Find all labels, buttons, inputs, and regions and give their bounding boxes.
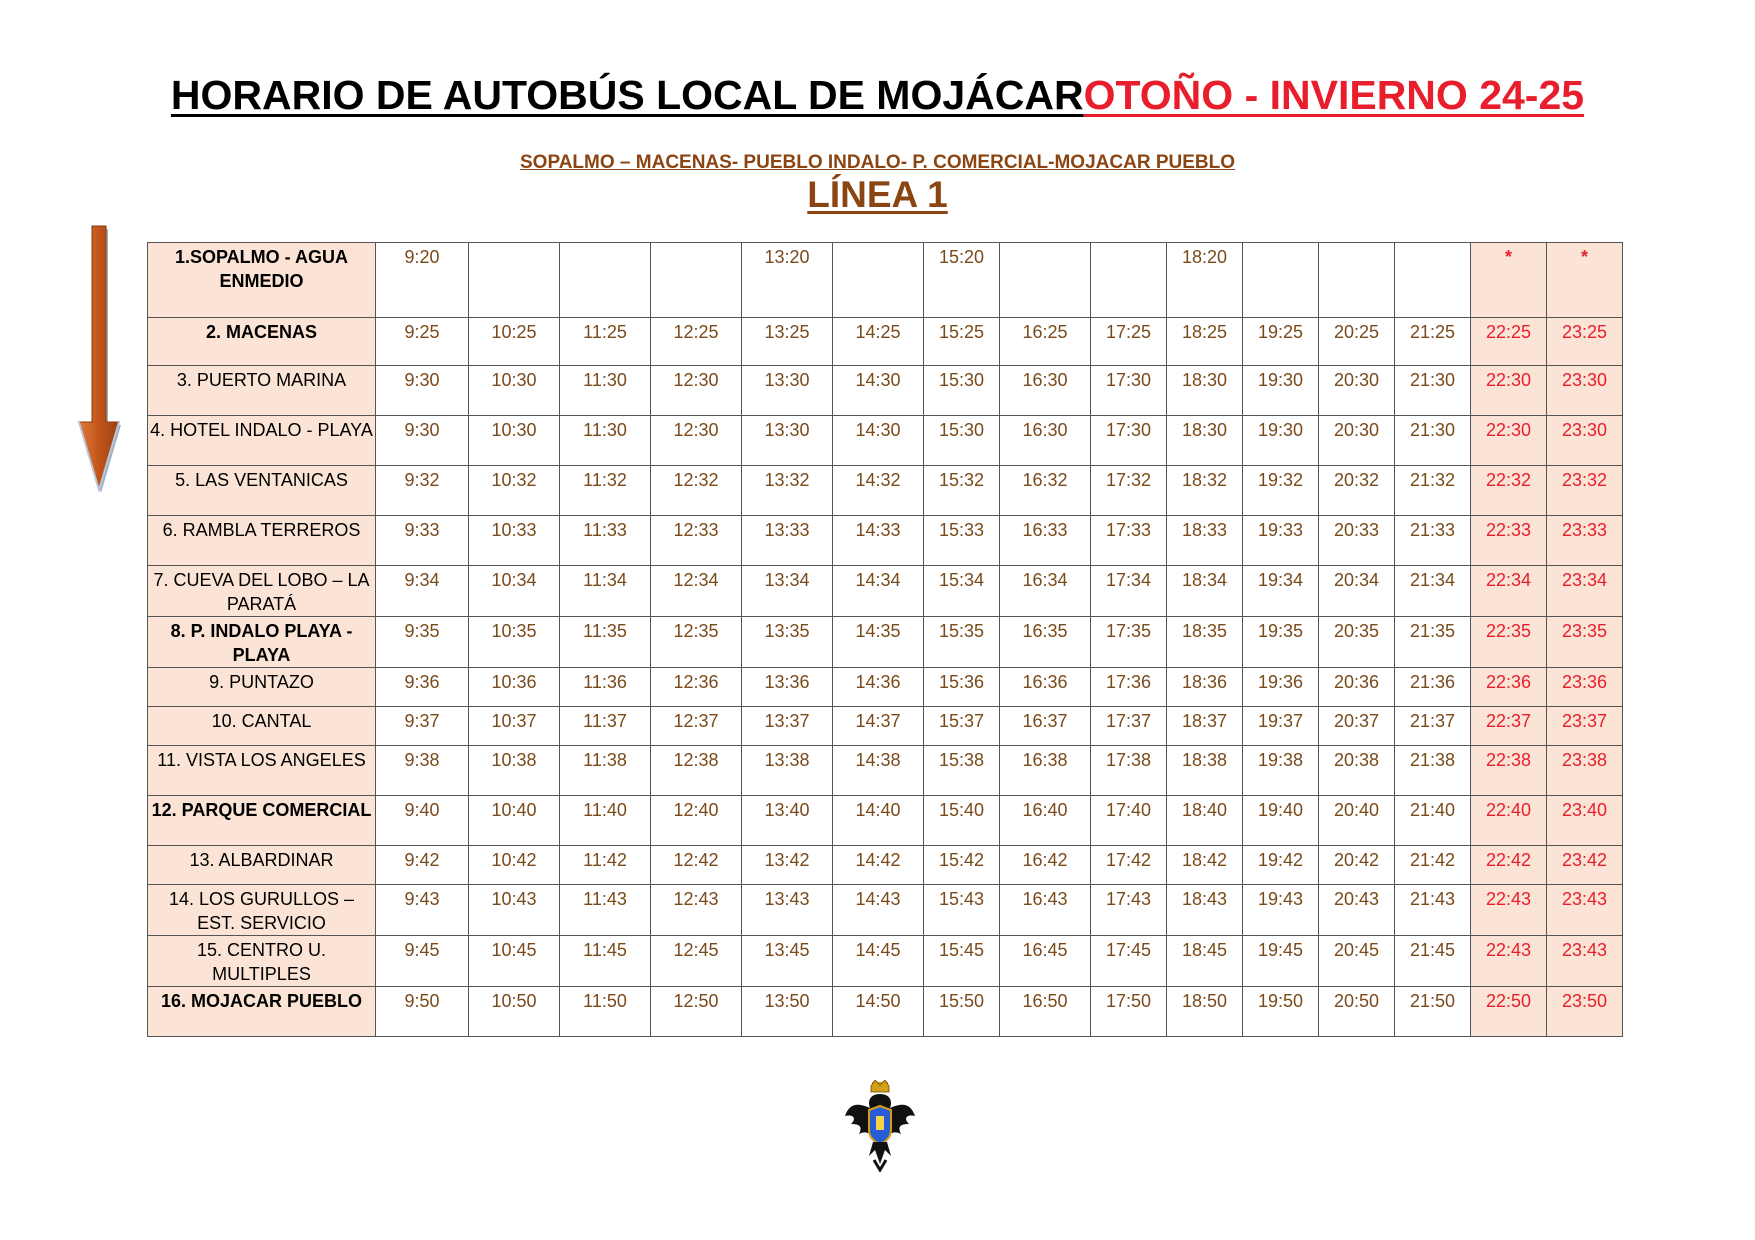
departure-time: 22:35 (1471, 617, 1547, 668)
departure-time: 10:32 (469, 466, 560, 516)
departure-time: 17:38 (1091, 746, 1167, 796)
departure-time: 13:35 (742, 617, 833, 668)
route-description: SOPALMO – MACENAS- PUEBLO INDALO- P. COMERCIAL-MOJACAR PUEBLO (520, 152, 1235, 173)
departure-time: 20:42 (1319, 846, 1395, 885)
departure-time: 9:42 (376, 846, 469, 885)
stop-name: 12. PARQUE COMERCIAL (148, 796, 376, 846)
departure-time: 12:30 (651, 366, 742, 416)
departure-time: 17:35 (1091, 617, 1167, 668)
down-arrow-icon (73, 224, 123, 492)
departure-time: 9:33 (376, 516, 469, 566)
departure-time: 18:40 (1167, 796, 1243, 846)
departure-time: 17:37 (1091, 707, 1167, 746)
departure-time: 9:45 (376, 936, 469, 987)
departure-time: 21:25 (1395, 318, 1471, 366)
departure-time: 9:40 (376, 796, 469, 846)
departure-time: 10:43 (469, 885, 560, 936)
table-row (148, 318, 1623, 366)
departure-time: 11:42 (560, 846, 651, 885)
departure-time: 10:40 (469, 796, 560, 846)
departure-time: 21:33 (1395, 516, 1471, 566)
departure-time: 18:30 (1167, 416, 1243, 466)
departure-time: 18:38 (1167, 746, 1243, 796)
departure-time: 23:38 (1547, 746, 1623, 796)
departure-time: 11:34 (560, 566, 651, 617)
departure-time: 21:43 (1395, 885, 1471, 936)
departure-time: 23:42 (1547, 846, 1623, 885)
table-row (148, 243, 1623, 318)
departure-time: 17:25 (1091, 318, 1167, 366)
departure-time: 22:30 (1471, 366, 1547, 416)
departure-time (833, 243, 924, 318)
departure-time: 19:50 (1243, 987, 1319, 1037)
departure-time: 14:36 (833, 668, 924, 707)
departure-time: 23:50 (1547, 987, 1623, 1037)
departure-time: 14:38 (833, 746, 924, 796)
departure-time: 22:37 (1471, 707, 1547, 746)
departure-time: 13:25 (742, 318, 833, 366)
departure-time: 23:30 (1547, 366, 1623, 416)
departure-time: 23:36 (1547, 668, 1623, 707)
stop-name: 9. PUNTAZO (148, 668, 376, 707)
departure-time: 14:30 (833, 366, 924, 416)
departure-time: 17:34 (1091, 566, 1167, 617)
departure-time: 17:43 (1091, 885, 1167, 936)
departure-time: 21:30 (1395, 416, 1471, 466)
departure-time: 12:33 (651, 516, 742, 566)
departure-time: 20:34 (1319, 566, 1395, 617)
departure-time: 12:50 (651, 987, 742, 1037)
departure-time: 11:25 (560, 318, 651, 366)
departure-time: 16:42 (1000, 846, 1091, 885)
stop-name: 15. CENTRO U. MULTIPLES (148, 936, 376, 987)
departure-time: 15:43 (924, 885, 1000, 936)
departure-time: 14:35 (833, 617, 924, 668)
departure-time: 13:20 (742, 243, 833, 318)
departure-time: 21:38 (1395, 746, 1471, 796)
departure-time: 23:35 (1547, 617, 1623, 668)
departure-time: 18:34 (1167, 566, 1243, 617)
departure-time: 15:50 (924, 987, 1000, 1037)
departure-time: 21:32 (1395, 466, 1471, 516)
departure-time: 9:35 (376, 617, 469, 668)
departure-time: 17:32 (1091, 466, 1167, 516)
departure-time: 22:50 (1471, 987, 1547, 1037)
departure-time: 9:32 (376, 466, 469, 516)
departure-time: 14:50 (833, 987, 924, 1037)
table-row (148, 846, 1623, 885)
departure-time: 18:42 (1167, 846, 1243, 885)
departure-time: 11:45 (560, 936, 651, 987)
departure-time (560, 243, 651, 318)
departure-time: 20:30 (1319, 416, 1395, 466)
departure-time: 10:30 (469, 366, 560, 416)
departure-time: 10:38 (469, 746, 560, 796)
departure-time: 16:45 (1000, 936, 1091, 987)
departure-time: 22:32 (1471, 466, 1547, 516)
departure-time: 16:25 (1000, 318, 1091, 366)
departure-time: 14:43 (833, 885, 924, 936)
departure-time: 20:45 (1319, 936, 1395, 987)
departure-time: 10:33 (469, 516, 560, 566)
departure-time: 19:32 (1243, 466, 1319, 516)
departure-time: 22:42 (1471, 846, 1547, 885)
asterisk-note: * (1471, 243, 1547, 318)
departure-time: 9:43 (376, 885, 469, 936)
departure-time: 18:45 (1167, 936, 1243, 987)
departure-time (1091, 243, 1167, 318)
departure-time: 14:37 (833, 707, 924, 746)
departure-time: 21:30 (1395, 366, 1471, 416)
departure-time: 12:32 (651, 466, 742, 516)
departure-time: 19:38 (1243, 746, 1319, 796)
stop-name: 14. LOS GURULLOS – EST. SERVICIO (148, 885, 376, 936)
departure-time: 13:50 (742, 987, 833, 1037)
departure-time: 9:30 (376, 416, 469, 466)
departure-time: 21:34 (1395, 566, 1471, 617)
departure-time: 19:30 (1243, 416, 1319, 466)
departure-time: 12:45 (651, 936, 742, 987)
departure-time: 23:32 (1547, 466, 1623, 516)
departure-time: 9:30 (376, 366, 469, 416)
departure-time: 18:36 (1167, 668, 1243, 707)
departure-time: 16:43 (1000, 885, 1091, 936)
departure-time: 15:30 (924, 366, 1000, 416)
departure-time: 16:36 (1000, 668, 1091, 707)
departure-time: 16:35 (1000, 617, 1091, 668)
departure-time: 22:38 (1471, 746, 1547, 796)
departure-time: 23:25 (1547, 318, 1623, 366)
departure-time: 17:40 (1091, 796, 1167, 846)
stop-name: 11. VISTA LOS ANGELES (148, 746, 376, 796)
departure-time: 12:34 (651, 566, 742, 617)
table-row (148, 707, 1623, 746)
departure-time: 18:20 (1167, 243, 1243, 318)
departure-time: 14:45 (833, 936, 924, 987)
departure-time: 14:32 (833, 466, 924, 516)
departure-time: 16:34 (1000, 566, 1091, 617)
departure-time: 17:30 (1091, 416, 1167, 466)
departure-time: 13:34 (742, 566, 833, 617)
departure-time: 9:37 (376, 707, 469, 746)
departure-time: 16:38 (1000, 746, 1091, 796)
departure-time: 17:50 (1091, 987, 1167, 1037)
departure-time: 17:42 (1091, 846, 1167, 885)
departure-time: 19:42 (1243, 846, 1319, 885)
departure-time: 18:35 (1167, 617, 1243, 668)
table-row (148, 466, 1623, 516)
departure-time: 22:34 (1471, 566, 1547, 617)
table-row (148, 987, 1623, 1037)
departure-time: 20:43 (1319, 885, 1395, 936)
departure-time: 13:42 (742, 846, 833, 885)
departure-time: 13:32 (742, 466, 833, 516)
departure-time: 16:32 (1000, 466, 1091, 516)
departure-time: 15:34 (924, 566, 1000, 617)
departure-time: 15:40 (924, 796, 1000, 846)
departure-time: 11:30 (560, 366, 651, 416)
departure-time: 12:30 (651, 416, 742, 466)
departure-time: 16:50 (1000, 987, 1091, 1037)
departure-time: 11:35 (560, 617, 651, 668)
departure-time: 13:40 (742, 796, 833, 846)
departure-time: 10:36 (469, 668, 560, 707)
departure-time: 10:35 (469, 617, 560, 668)
departure-time: 13:45 (742, 936, 833, 987)
departure-time: 10:30 (469, 416, 560, 466)
departure-time: 21:40 (1395, 796, 1471, 846)
departure-time: 11:37 (560, 707, 651, 746)
stop-name: 6. RAMBLA TERREROS (148, 516, 376, 566)
departure-time: 13:33 (742, 516, 833, 566)
departure-time (651, 243, 742, 318)
departure-time: 15:30 (924, 416, 1000, 466)
departure-time: 11:43 (560, 885, 651, 936)
departure-time: 15:20 (924, 243, 1000, 318)
departure-time: 11:50 (560, 987, 651, 1037)
departure-time: 21:45 (1395, 936, 1471, 987)
departure-time: 23:33 (1547, 516, 1623, 566)
departure-time: 10:34 (469, 566, 560, 617)
departure-time: 19:33 (1243, 516, 1319, 566)
departure-time: 10:42 (469, 846, 560, 885)
departure-time: 9:50 (376, 987, 469, 1037)
departure-time: 15:25 (924, 318, 1000, 366)
departure-time: 15:32 (924, 466, 1000, 516)
departure-time: 18:30 (1167, 366, 1243, 416)
departure-time: 20:32 (1319, 466, 1395, 516)
stop-name: 8. P. INDALO PLAYA - PLAYA (148, 617, 376, 668)
departure-time: 20:37 (1319, 707, 1395, 746)
departure-time: 16:37 (1000, 707, 1091, 746)
departure-time: 12:37 (651, 707, 742, 746)
departure-time: 9:38 (376, 746, 469, 796)
departure-time: 18:50 (1167, 987, 1243, 1037)
departure-time: 21:37 (1395, 707, 1471, 746)
table-row (148, 885, 1623, 936)
departure-time: 16:33 (1000, 516, 1091, 566)
departure-time: 22:36 (1471, 668, 1547, 707)
stop-name: 13. ALBARDINAR (148, 846, 376, 885)
departure-time: 10:37 (469, 707, 560, 746)
departure-time: 10:45 (469, 936, 560, 987)
departure-time: 11:30 (560, 416, 651, 466)
departure-time: 15:45 (924, 936, 1000, 987)
departure-time (469, 243, 560, 318)
departure-time: 19:40 (1243, 796, 1319, 846)
departure-time: 17:36 (1091, 668, 1167, 707)
departure-time: 23:43 (1547, 885, 1623, 936)
table-row (148, 617, 1623, 668)
departure-time: 14:40 (833, 796, 924, 846)
departure-time: 14:33 (833, 516, 924, 566)
departure-time: 12:36 (651, 668, 742, 707)
departure-time: 17:30 (1091, 366, 1167, 416)
line-label: LÍNEA 1 (807, 174, 948, 215)
departure-time: 21:36 (1395, 668, 1471, 707)
departure-time: 22:43 (1471, 936, 1547, 987)
departure-time: 18:37 (1167, 707, 1243, 746)
departure-time: 12:25 (651, 318, 742, 366)
departure-time: 23:30 (1547, 416, 1623, 466)
departure-time: 19:45 (1243, 936, 1319, 987)
departure-time: 14:34 (833, 566, 924, 617)
title-season: OTOÑO - INVIERNO 24-25 (1083, 72, 1585, 118)
departure-time: 13:30 (742, 416, 833, 466)
schedule-table (147, 242, 1623, 1037)
stop-name: 3. PUERTO MARINA (148, 366, 376, 416)
departure-time: 19:43 (1243, 885, 1319, 936)
departure-time: 20:50 (1319, 987, 1395, 1037)
departure-time: 14:30 (833, 416, 924, 466)
departure-time: 13:30 (742, 366, 833, 416)
departure-time: 20:36 (1319, 668, 1395, 707)
departure-time: 21:42 (1395, 846, 1471, 885)
departure-time: 23:43 (1547, 936, 1623, 987)
departure-time: 12:43 (651, 885, 742, 936)
departure-time (1000, 243, 1091, 318)
departure-time (1395, 243, 1471, 318)
departure-time: 20:35 (1319, 617, 1395, 668)
departure-time: 13:37 (742, 707, 833, 746)
departure-time: 19:34 (1243, 566, 1319, 617)
departure-time: 18:33 (1167, 516, 1243, 566)
departure-time (1319, 243, 1395, 318)
table-row (148, 746, 1623, 796)
departure-time: 13:36 (742, 668, 833, 707)
table-row (148, 366, 1623, 416)
departure-time: 22:33 (1471, 516, 1547, 566)
stop-name: 2. MACENAS (148, 318, 376, 366)
stop-name: 5. LAS VENTANICAS (148, 466, 376, 516)
departure-time: 11:32 (560, 466, 651, 516)
departure-time: 13:43 (742, 885, 833, 936)
departure-time: 22:30 (1471, 416, 1547, 466)
table-row (148, 566, 1623, 617)
table-row (148, 936, 1623, 987)
stop-name: 4. HOTEL INDALO - PLAYA (148, 416, 376, 466)
table-row (148, 668, 1623, 707)
departure-time: 19:25 (1243, 318, 1319, 366)
departure-time: 23:37 (1547, 707, 1623, 746)
departure-time: 22:43 (1471, 885, 1547, 936)
departure-time: 19:30 (1243, 366, 1319, 416)
title-main: HORARIO DE AUTOBÚS LOCAL DE MOJÁCAR (170, 72, 1084, 118)
departure-time: 20:33 (1319, 516, 1395, 566)
departure-time: 22:40 (1471, 796, 1547, 846)
departure-time: 9:25 (376, 318, 469, 366)
departure-time: 12:38 (651, 746, 742, 796)
departure-time: 10:25 (469, 318, 560, 366)
departure-time: 19:35 (1243, 617, 1319, 668)
departure-time: 12:42 (651, 846, 742, 885)
table-row (148, 416, 1623, 466)
departure-time: 12:40 (651, 796, 742, 846)
asterisk-note: * (1547, 243, 1623, 318)
departure-time: 11:38 (560, 746, 651, 796)
departure-time: 9:34 (376, 566, 469, 617)
departure-time: 18:43 (1167, 885, 1243, 936)
departure-time: 15:38 (924, 746, 1000, 796)
departure-time: 11:33 (560, 516, 651, 566)
departure-time: 14:42 (833, 846, 924, 885)
departure-time: 12:35 (651, 617, 742, 668)
departure-time: 9:36 (376, 668, 469, 707)
departure-time: 23:34 (1547, 566, 1623, 617)
page-title (0, 72, 1755, 119)
departure-time: 9:20 (376, 243, 469, 318)
table-row (148, 796, 1623, 846)
departure-time: 19:37 (1243, 707, 1319, 746)
departure-time: 22:25 (1471, 318, 1547, 366)
stop-name: 16. MOJACAR PUEBLO (148, 987, 376, 1037)
departure-time: 16:40 (1000, 796, 1091, 846)
departure-time: 17:33 (1091, 516, 1167, 566)
departure-time: 23:40 (1547, 796, 1623, 846)
stop-name: 1.SOPALMO - AGUA ENMEDIO (148, 243, 376, 318)
departure-time: 20:30 (1319, 366, 1395, 416)
departure-time: 20:38 (1319, 746, 1395, 796)
departure-time: 21:50 (1395, 987, 1471, 1037)
departure-time: 13:38 (742, 746, 833, 796)
departure-time: 14:25 (833, 318, 924, 366)
departure-time: 18:32 (1167, 466, 1243, 516)
departure-time: 16:30 (1000, 416, 1091, 466)
departure-time: 16:30 (1000, 366, 1091, 416)
departure-time (1243, 243, 1319, 318)
departure-time: 15:33 (924, 516, 1000, 566)
table-row (148, 516, 1623, 566)
departure-time: 10:50 (469, 987, 560, 1037)
departure-time: 15:37 (924, 707, 1000, 746)
departure-time: 20:40 (1319, 796, 1395, 846)
departure-time: 15:36 (924, 668, 1000, 707)
departure-time: 18:25 (1167, 318, 1243, 366)
departure-time: 11:36 (560, 668, 651, 707)
departure-time: 11:40 (560, 796, 651, 846)
departure-time: 21:35 (1395, 617, 1471, 668)
departure-time: 20:25 (1319, 318, 1395, 366)
departure-time: 19:36 (1243, 668, 1319, 707)
coat-of-arms-eagle-icon (843, 1080, 917, 1172)
departure-time: 15:42 (924, 846, 1000, 885)
stop-name: 7. CUEVA DEL LOBO – LA PARATÁ (148, 566, 376, 617)
stop-name: 10. CANTAL (148, 707, 376, 746)
departure-time: 15:35 (924, 617, 1000, 668)
departure-time: 17:45 (1091, 936, 1167, 987)
